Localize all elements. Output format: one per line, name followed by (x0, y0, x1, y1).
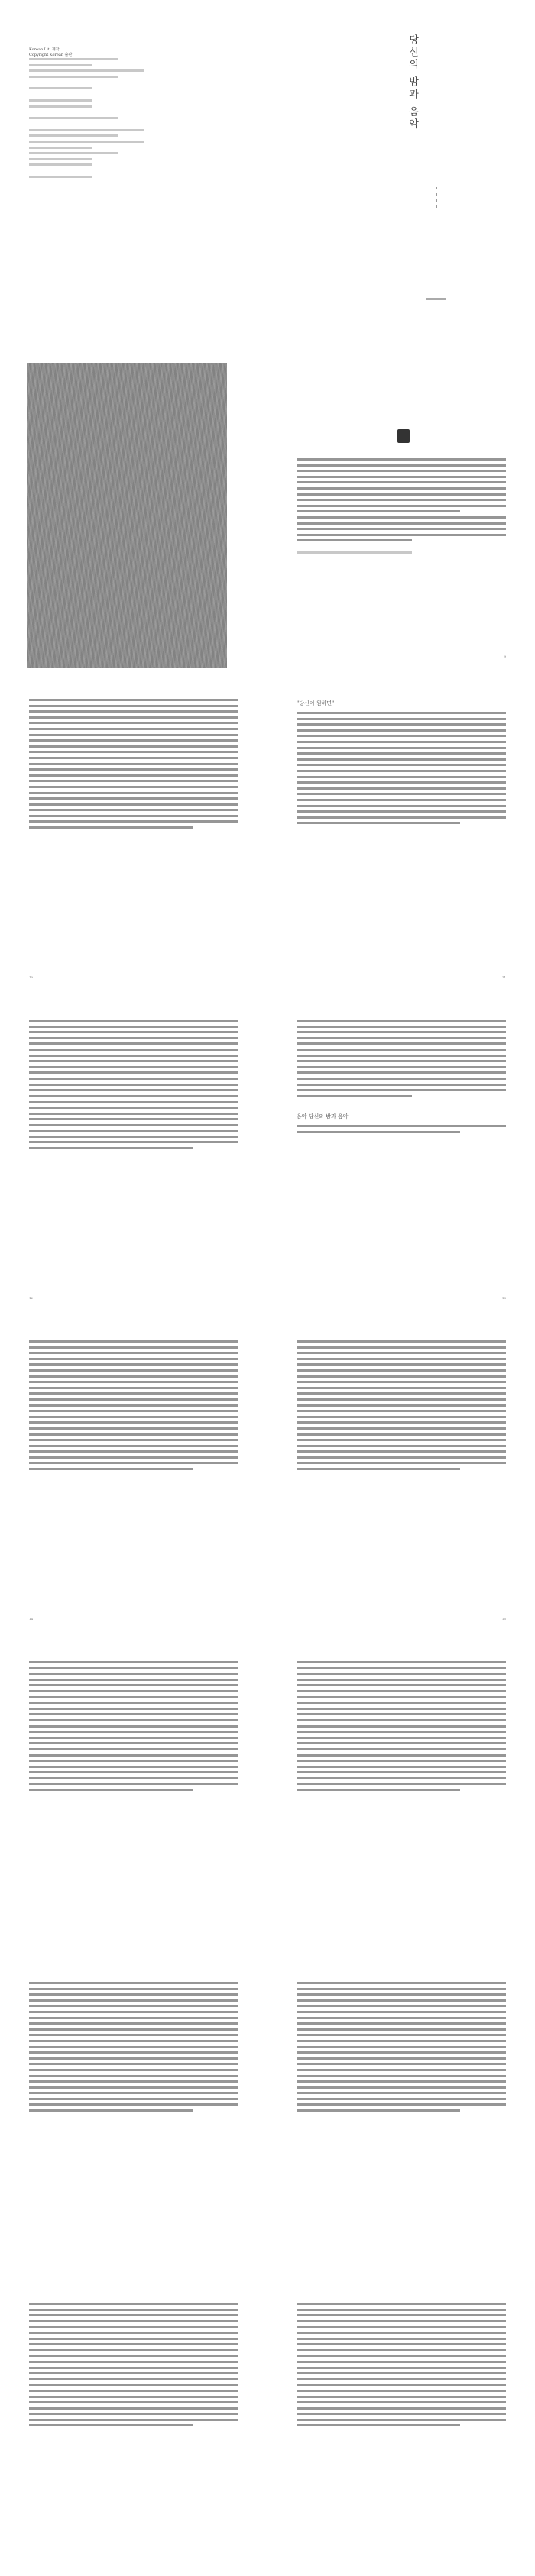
section-heading: "당신이 원하면" (297, 700, 335, 706)
chapter-opening-page (275, 328, 527, 672)
body-page (275, 1955, 527, 2276)
page-number: 13 (501, 1296, 506, 1300)
title-page (275, 0, 527, 328)
page-number: 10 (29, 975, 34, 979)
page-number: 12 (29, 1296, 34, 1300)
body-page (275, 672, 527, 993)
book-title: 당신의 밤과 음악 (407, 34, 418, 131)
page-number: 11 (501, 975, 506, 979)
page-number: 14 (29, 1617, 34, 1621)
body-page (8, 672, 260, 993)
page-number: 9 (504, 655, 506, 658)
body-page (8, 1314, 260, 1634)
cover-texture-image (27, 363, 227, 668)
colophon-page (8, 0, 260, 328)
body-page (275, 993, 527, 1314)
body-page (275, 1634, 527, 1955)
body-page (8, 1955, 260, 2276)
body-page (275, 2276, 527, 2576)
body-page (8, 1634, 260, 1955)
body-page (8, 2276, 260, 2576)
section-subheading: 음악 당신의 밤과 음악 (297, 1113, 349, 1120)
publisher-mark (426, 298, 446, 300)
colophon-line: Korean Lit. 제작 (29, 47, 60, 52)
chapter-logo-icon (397, 429, 410, 443)
colophon-line: Copyright Korean 출판 (29, 53, 73, 57)
body-page (8, 993, 260, 1314)
body-page (275, 1314, 527, 1634)
page-number: 15 (501, 1617, 506, 1621)
